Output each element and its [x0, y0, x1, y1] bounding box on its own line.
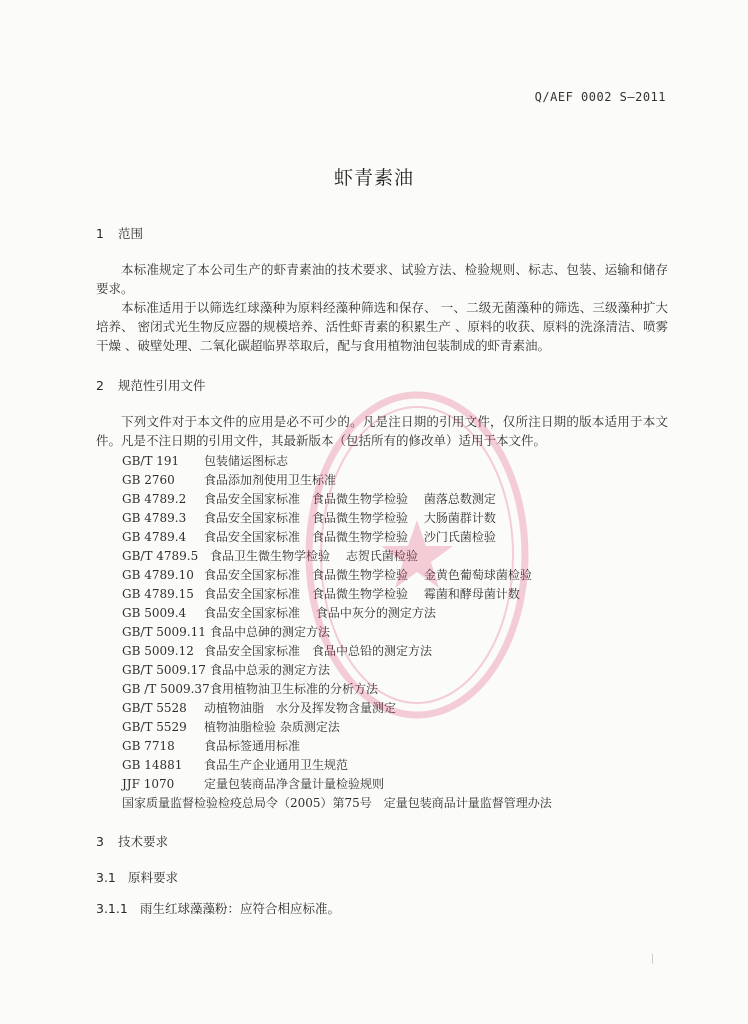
reference-title: 食品安全国家标准 食品微生物学检验 大肠菌群计数 [204, 511, 496, 525]
reference-item [122, 566, 682, 585]
reference-title: 食品安全国家标准 食品中灰分的测定方法 [204, 606, 436, 620]
reference-code: GB 14881 [122, 758, 183, 772]
reference-title: 食品添加剂使用卫生标准 [204, 473, 337, 487]
section-3-1-1-heading [96, 899, 340, 917]
section-3-1-1-text: 雨生红球藻藻粉：应符合相应标准。 [140, 901, 341, 916]
section-2-title: 规范性引用文件 [118, 378, 206, 393]
standard-code: Q/AEF 0002 S—2011 [534, 90, 666, 104]
reference-item [122, 604, 682, 623]
references-intro: 下列文件对于本文件的应用是必不可少的。凡是注日期的引用文件，仅所注日期的版本适用于本文件。凡是不注日期的引用文件，其最新版本（包括所有的修改单）适用于本文件。 [96, 414, 668, 448]
reference-code: GB/T 4789.5 [122, 549, 199, 563]
section-3-1-title: 原料要求 [128, 870, 179, 885]
reference-code: GB 2760 [122, 473, 175, 487]
reference-code: GB 4789.10 [122, 568, 194, 582]
reference-item [122, 623, 682, 642]
reference-title: 食品安全国家标准 食品微生物学检验 沙门氏菌检验 [204, 530, 496, 544]
reference-title: 食品安全国家标准 食品微生物学检验 菌落总数测定 [204, 492, 496, 506]
page-mark: | [650, 954, 654, 964]
reference-code: GB 7718 [122, 739, 175, 753]
reference-item [122, 680, 682, 699]
section-3-1-number: 3.1 [96, 870, 116, 885]
scope-paragraph-1: 本标准规定了本公司生产的虾青素油的技术要求、试验方法、检验规则、标志、包装、运输和储存要求。 [96, 262, 668, 296]
reference-code: GB/T 5529 [122, 720, 187, 734]
reference-code: GB /T 5009.37 [122, 682, 210, 696]
scope-paragraph-2: 本标准适用于以筛选红球藻种为原料经藻种筛选和保存、 一、二级无菌藻种的筛选、三级藻种扩大培养、 密闭式光生物反应器的规模培养、活性虾青素的积累生产 、原料的收获、原料的洗涤清洁、喷雾干燥 、破壁处理、二氧化碳超临界萃取后，配与食用植物油包装制成的虾青素油。 [96, 300, 668, 353]
reference-code: GB 4789.4 [122, 530, 187, 544]
reference-title: 动植物油脂 水分及挥发物含量测定 [204, 701, 397, 715]
section-1-number: 1 [96, 226, 104, 241]
reference-title: 食品中总汞的测定方法 [210, 663, 331, 677]
reference-title: 食品生产企业通用卫生规范 [204, 758, 349, 772]
reference-item [122, 642, 682, 661]
document-title: 虾青素油 [333, 167, 414, 189]
reference-code: GB/T 5528 [122, 701, 187, 715]
reference-title: 食品中总砷的测定方法 [210, 625, 331, 639]
reference-item [122, 509, 682, 528]
reference-item [122, 490, 682, 509]
reference-item [122, 452, 682, 471]
section-1-heading [96, 224, 143, 242]
section-3-title: 技术要求 [118, 834, 169, 849]
reference-title: 植物油脂检验 杂质测定法 [204, 720, 340, 734]
reference-title: 食品卫生微生物学检验 志贺氏菌检验 [210, 549, 418, 563]
section-3-1-heading [96, 868, 178, 886]
reference-item [122, 775, 682, 794]
reference-title: 食品安全国家标准 食品中总铅的测定方法 [204, 644, 433, 658]
reference-code: GB 4789.2 [122, 492, 187, 506]
reference-code: GB/T 5009.17 [122, 663, 206, 677]
reference-item [122, 661, 682, 680]
reference-item [122, 756, 682, 775]
section-1-title: 范围 [118, 226, 144, 241]
reference-title: 定量包装商品净含量计量检验规则 [204, 777, 385, 791]
reference-item [122, 547, 682, 566]
reference-code: GB 5009.12 [122, 644, 194, 658]
reference-code: GB 5009.4 [122, 606, 187, 620]
reference-title: 食品标签通用标准 [204, 739, 301, 753]
reference-code: GB/T 5009.11 [122, 625, 206, 639]
reference-title: 食用植物油卫生标准的分析方法 [210, 682, 379, 696]
reference-item [122, 699, 682, 718]
reference-list [122, 452, 682, 813]
reference-item [122, 528, 682, 547]
reference-title: 食品安全国家标准 食品微生物学检验 金黄色葡萄球菌检验 [204, 568, 532, 582]
reference-title: 国家质量监督检验检疫总局令（2005）第75号 定量包装商品计量监督管理办法 [122, 796, 552, 810]
reference-item [122, 737, 682, 756]
reference-code: GB 4789.3 [122, 511, 187, 525]
reference-title: 包装储运图标志 [204, 454, 289, 468]
section-3-1-1-number: 3.1.1 [96, 901, 128, 916]
reference-code: GB 4789.15 [122, 587, 194, 601]
section-3-heading [96, 832, 168, 850]
reference-item [122, 471, 682, 490]
reference-item [122, 794, 682, 813]
reference-code: GB/T 191 [122, 454, 180, 468]
reference-code: JJF 1070 [122, 777, 175, 791]
reference-title: 食品安全国家标准 食品微生物学检验 霉菌和酵母菌计数 [204, 587, 520, 601]
reference-item [122, 585, 682, 604]
reference-item [122, 718, 682, 737]
section-2-number: 2 [96, 378, 104, 393]
section-3-number: 3 [96, 834, 104, 849]
section-2-heading [96, 376, 206, 394]
